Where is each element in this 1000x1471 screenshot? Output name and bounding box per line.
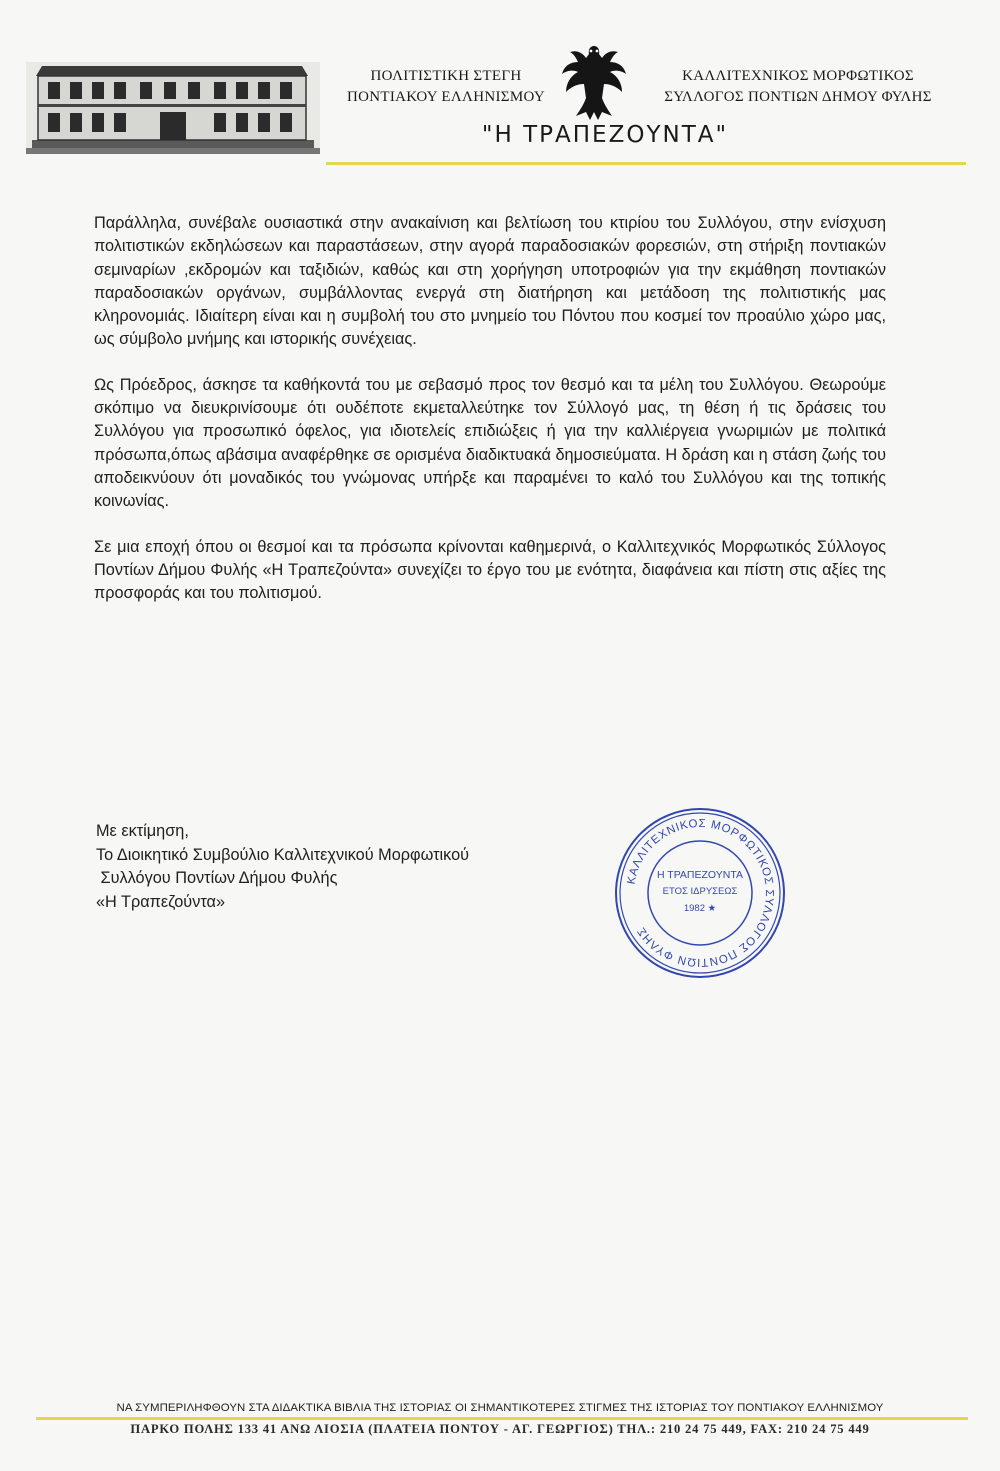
letterhead (0, 0, 1000, 170)
official-stamp (612, 805, 788, 981)
closing-salutation: Με εκτίμηση, (96, 822, 189, 840)
closing-signatory-line3: «Η Τραπεζούντα» (96, 892, 226, 911)
signature-block (96, 820, 596, 914)
stamp-ring-text: ΚΑΛΛΙΤΕΧΝΙΚΟΣ ΜΟΡΦΩΤΙΚΟΣ ΣΥΛΛΟΓΟΣ ΠΟΝΤΙΩΝ ΦΥΛΗΣ (625, 817, 776, 969)
closing-signatory-line2: Συλλόγου Ποντίων Δήμου Φυλής (96, 869, 338, 887)
club-title: "Η ΤΡΑΠΕΖΟΥΝΤΑ" (481, 122, 729, 148)
stamp-center-line3: 1982 ★ (683, 903, 717, 914)
header-right-block (620, 66, 976, 108)
stamp-center-line1: Η ΤΡΑΠΕΖΟΥΝΤΑ (656, 869, 744, 881)
footer-divider (36, 1417, 968, 1420)
header-divider (326, 162, 966, 165)
header-right-line1: ΚΑΛΛΙΤΕΧΝΙΚΟΣ ΜΟΡΦΩΤΙΚΟΣ (682, 68, 914, 84)
header-left-line2: ΠΟΝΤΙΑΚΟΥ ΕΛΛΗΝΙΣΜΟΥ (347, 89, 545, 105)
header-right-line2: ΣΥΛΛΟΓΟΣ ΠΟΝΤΙΩΝ ΔΗΜΟΥ ΦΥΛΗΣ (664, 89, 932, 105)
header-left-line1: ΠΟΛΙΤΙΣΤΙΚΗ ΣΤΕΓΗ (370, 68, 522, 84)
body-paragraph-1: Παράλληλα, συνέβαλε ουσιαστικά στην ανακαίνιση και βελτίωση του κτιρίου του Συλλόγου, στην ενίσχυση πολιτιστικών εκδηλώσεων και παραστάσεων, στην αγορά παραδοσιακών φορεσιών, στη στήριξη ποντιακών σεμιναρίων ,εκδρομών και ταξιδιών, καθώς και στη χορήγηση υποτροφιών για την εκμάθηση ποντιακών παραδοσιακών οργάνων, συμβάλλοντας ενεργά στη διατήρηση και μετάδοση της πολιτιστικής μας κληρονομιάς. Ιδιαίτερη είναι και η συμβολή του στο μνημείο του Πόντου που κοσμεί τον προαύλιο χώρο μας, ως σύμβολο μνήμης και ιστορικής συνέχειας. (94, 214, 886, 349)
body-paragraph-2: Ως Πρόεδρος, άσκησε τα καθήκοντά του με σεβασμό προς τον θεσμό και τα μέλη του Συλλόγου. Θεωρούμε σκόπιμο να διευκρινίσουμε ότι ουδέποτε εκμεταλλεύτηκε τον Σύλλογό μας, τη θέση ή τις δράσεις του Συλλόγου για προσωπικό όφελος, για ιδιοτελείς επιδιώξεις ή για την καλλιέργεια γνωριμιών με πολιτικά πρόσωπα,όπως αβάσιμα αναφέρθηκε σε ορισμένα διαδικτυακά δημοσιεύματα. Η δράση και η στάση ζωής του αποδεικνύουν ότι μοναδικός του γνώμονας υπήρξε και παραμένει το καλό του Συλλόγου και της τοπικής κοινωνίας. (94, 375, 886, 511)
stamp-center-line2: ΕΤΟΣ ΙΔΡΥΣΕΩΣ (662, 886, 738, 897)
body-paragraph-3: Σε μια εποχή όπου οι θεσμοί και τα πρόσωπα κρίνονται καθημερινά, ο Καλλιτεχνικός Μορφωτικός Σύλλογος Ποντίων Δήμου Φυλής «Η Τραπεζούντα» συνεχίζει το έργο του με ενότητα, διαφάνεια και πίστη στις αξίες της προσφοράς και του πολιτισμού. (94, 537, 886, 603)
letter-body (94, 212, 886, 627)
closing-signatory-line1: Το Διοικητικό Συμβούλιο Καλλιτεχνικού Μορφωτικού (96, 845, 470, 864)
footer-motto: ΝΑ ΣΥΜΠΕΡΙΛΗΦΘΟΥΝ ΣΤΑ ΔΙΔΑΚΤΙΚΑ ΒΙΒΛΙΑ ΤΗΣ ΙΣΤΟΡΙΑΣ ΟΙ ΣΗΜΑΝΤΙΚΟΤΕΡΕΣ ΣΤΙΓΜΕΣ ΤΗΣ ΙΣΤΟΡΙΑΣ ΤΟΥ ΠΟΝΤΙΑΚΟΥ ΕΛΛΗΝΙΣΜΟΥ (116, 1402, 884, 1414)
building-icon (26, 62, 320, 154)
header-left-block (312, 66, 580, 108)
footer-address: ΠΑΡΚΟ ΠΟΛΗΣ 133 41 ΑΝΩ ΛΙΟΣΙΑ (ΠΛΑΤΕΙΑ ΠΟΝΤΟΥ - ΑΓ. ΓΕΩΡΓΙΟΣ) ΤΗΛ.: 210 24 75 449, FAX: 210 24 75 449 (130, 1422, 870, 1436)
